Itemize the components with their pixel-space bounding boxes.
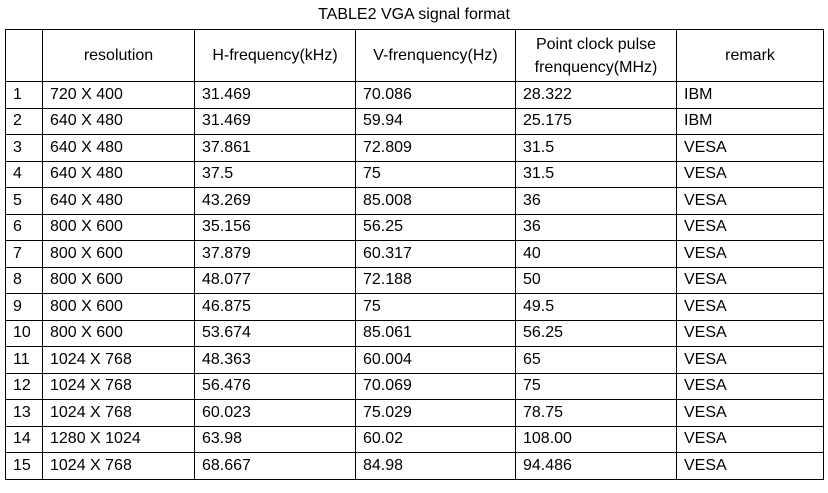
table-caption: TABLE2 VGA signal format: [318, 6, 510, 23]
v-frequency-cell: 70.086: [356, 82, 516, 109]
row-index-cell: 6: [6, 214, 43, 241]
v-frequency-cell: 85.008: [356, 188, 516, 215]
table-row: [6, 453, 824, 480]
v-frequency-cell: 59.94: [356, 108, 516, 135]
h-frequency-cell: 35.156: [195, 214, 356, 241]
v-frequency-cell: 75.029: [356, 400, 516, 427]
row-index-cell: 1: [6, 82, 43, 109]
resolution-cell: 800 X 600: [43, 294, 195, 321]
resolution-cell: 800 X 600: [43, 267, 195, 294]
resolution-cell: 1024 X 768: [43, 347, 195, 374]
h-frequency-cell: 37.5: [195, 161, 356, 188]
row-index-cell: 14: [6, 426, 43, 453]
point-clock-cell: 36: [516, 188, 677, 215]
table-row: [6, 135, 824, 162]
remark-cell: VESA: [677, 400, 824, 427]
table-row: [6, 426, 824, 453]
header-v-frequency: V-frenquency(Hz): [356, 30, 516, 82]
remark-cell: VESA: [677, 373, 824, 400]
v-frequency-cell: 84.98: [356, 453, 516, 480]
h-frequency-cell: 63.98: [195, 426, 356, 453]
h-frequency-cell: 31.469: [195, 82, 356, 109]
remark-cell: VESA: [677, 135, 824, 162]
table-row: [6, 82, 824, 109]
v-frequency-cell: 70.069: [356, 373, 516, 400]
v-frequency-cell: 75: [356, 161, 516, 188]
v-frequency-cell: 75: [356, 294, 516, 321]
row-index-cell: 8: [6, 267, 43, 294]
remark-cell: VESA: [677, 426, 824, 453]
remark-cell: VESA: [677, 214, 824, 241]
v-frequency-cell: 85.061: [356, 320, 516, 347]
table-row: [6, 161, 824, 188]
v-frequency-cell: 60.317: [356, 241, 516, 268]
point-clock-cell: 108.00: [516, 426, 677, 453]
h-frequency-cell: 37.879: [195, 241, 356, 268]
point-clock-cell: 25.175: [516, 108, 677, 135]
resolution-cell: 1024 X 768: [43, 453, 195, 480]
table-row: [6, 320, 824, 347]
row-index-cell: 11: [6, 347, 43, 374]
header-index: [6, 30, 43, 82]
h-frequency-cell: 31.469: [195, 108, 356, 135]
table-row: [6, 400, 824, 427]
point-clock-cell: 31.5: [516, 135, 677, 162]
resolution-cell: 800 X 600: [43, 320, 195, 347]
table-row: [6, 241, 824, 268]
point-clock-cell: 94.486: [516, 453, 677, 480]
v-frequency-cell: 60.02: [356, 426, 516, 453]
h-frequency-cell: 43.269: [195, 188, 356, 215]
v-frequency-cell: 72.188: [356, 267, 516, 294]
h-frequency-cell: 68.667: [195, 453, 356, 480]
row-index-cell: 15: [6, 453, 43, 480]
v-frequency-cell: 60.004: [356, 347, 516, 374]
remark-cell: VESA: [677, 267, 824, 294]
resolution-cell: 640 X 480: [43, 108, 195, 135]
v-frequency-cell: 72.809: [356, 135, 516, 162]
remark-cell: IBM: [677, 82, 824, 109]
h-frequency-cell: 56.476: [195, 373, 356, 400]
resolution-cell: 800 X 600: [43, 214, 195, 241]
header-resolution: resolution: [43, 30, 195, 82]
table-row: [6, 108, 824, 135]
table-row: [6, 347, 824, 374]
row-index-cell: 4: [6, 161, 43, 188]
point-clock-cell: 75: [516, 373, 677, 400]
point-clock-cell: 36: [516, 214, 677, 241]
remark-cell: VESA: [677, 347, 824, 374]
row-index-cell: 9: [6, 294, 43, 321]
table-row: [6, 267, 824, 294]
table-row: [6, 294, 824, 321]
table-body: [6, 82, 824, 480]
remark-cell: IBM: [677, 108, 824, 135]
resolution-cell: 1024 X 768: [43, 373, 195, 400]
point-clock-cell: 40: [516, 241, 677, 268]
row-index-cell: 3: [6, 135, 43, 162]
resolution-cell: 1024 X 768: [43, 400, 195, 427]
remark-cell: VESA: [677, 161, 824, 188]
row-index-cell: 2: [6, 108, 43, 135]
point-clock-cell: 31.5: [516, 161, 677, 188]
remark-cell: VESA: [677, 188, 824, 215]
table-row: [6, 214, 824, 241]
resolution-cell: 640 X 480: [43, 135, 195, 162]
remark-cell: VESA: [677, 241, 824, 268]
point-clock-cell: 28.322: [516, 82, 677, 109]
header-remark: remark: [677, 30, 824, 82]
point-clock-cell: 49.5: [516, 294, 677, 321]
row-index-cell: 12: [6, 373, 43, 400]
table-row: [6, 373, 824, 400]
remark-cell: VESA: [677, 320, 824, 347]
resolution-cell: 640 X 480: [43, 161, 195, 188]
row-index-cell: 10: [6, 320, 43, 347]
remark-cell: VESA: [677, 453, 824, 480]
h-frequency-cell: 48.077: [195, 267, 356, 294]
h-frequency-cell: 46.875: [195, 294, 356, 321]
h-frequency-cell: 60.023: [195, 400, 356, 427]
remark-cell: VESA: [677, 294, 824, 321]
h-frequency-cell: 37.861: [195, 135, 356, 162]
header-row: [6, 30, 824, 82]
row-index-cell: 7: [6, 241, 43, 268]
row-index-cell: 13: [6, 400, 43, 427]
header-h-frequency: H-frequency(kHz): [195, 30, 356, 82]
vga-signal-format-table: [5, 29, 824, 480]
h-frequency-cell: 48.363: [195, 347, 356, 374]
resolution-cell: 800 X 600: [43, 241, 195, 268]
point-clock-cell: 50: [516, 267, 677, 294]
point-clock-cell: 78.75: [516, 400, 677, 427]
h-frequency-cell: 53.674: [195, 320, 356, 347]
resolution-cell: 1280 X 1024: [43, 426, 195, 453]
table-row: [6, 188, 824, 215]
resolution-cell: 640 X 480: [43, 188, 195, 215]
point-clock-cell: 65: [516, 347, 677, 374]
row-index-cell: 5: [6, 188, 43, 215]
v-frequency-cell: 56.25: [356, 214, 516, 241]
header-point-clock: Point clock pulse frenquency(MHz): [516, 30, 677, 82]
point-clock-cell: 56.25: [516, 320, 677, 347]
resolution-cell: 720 X 400: [43, 82, 195, 109]
